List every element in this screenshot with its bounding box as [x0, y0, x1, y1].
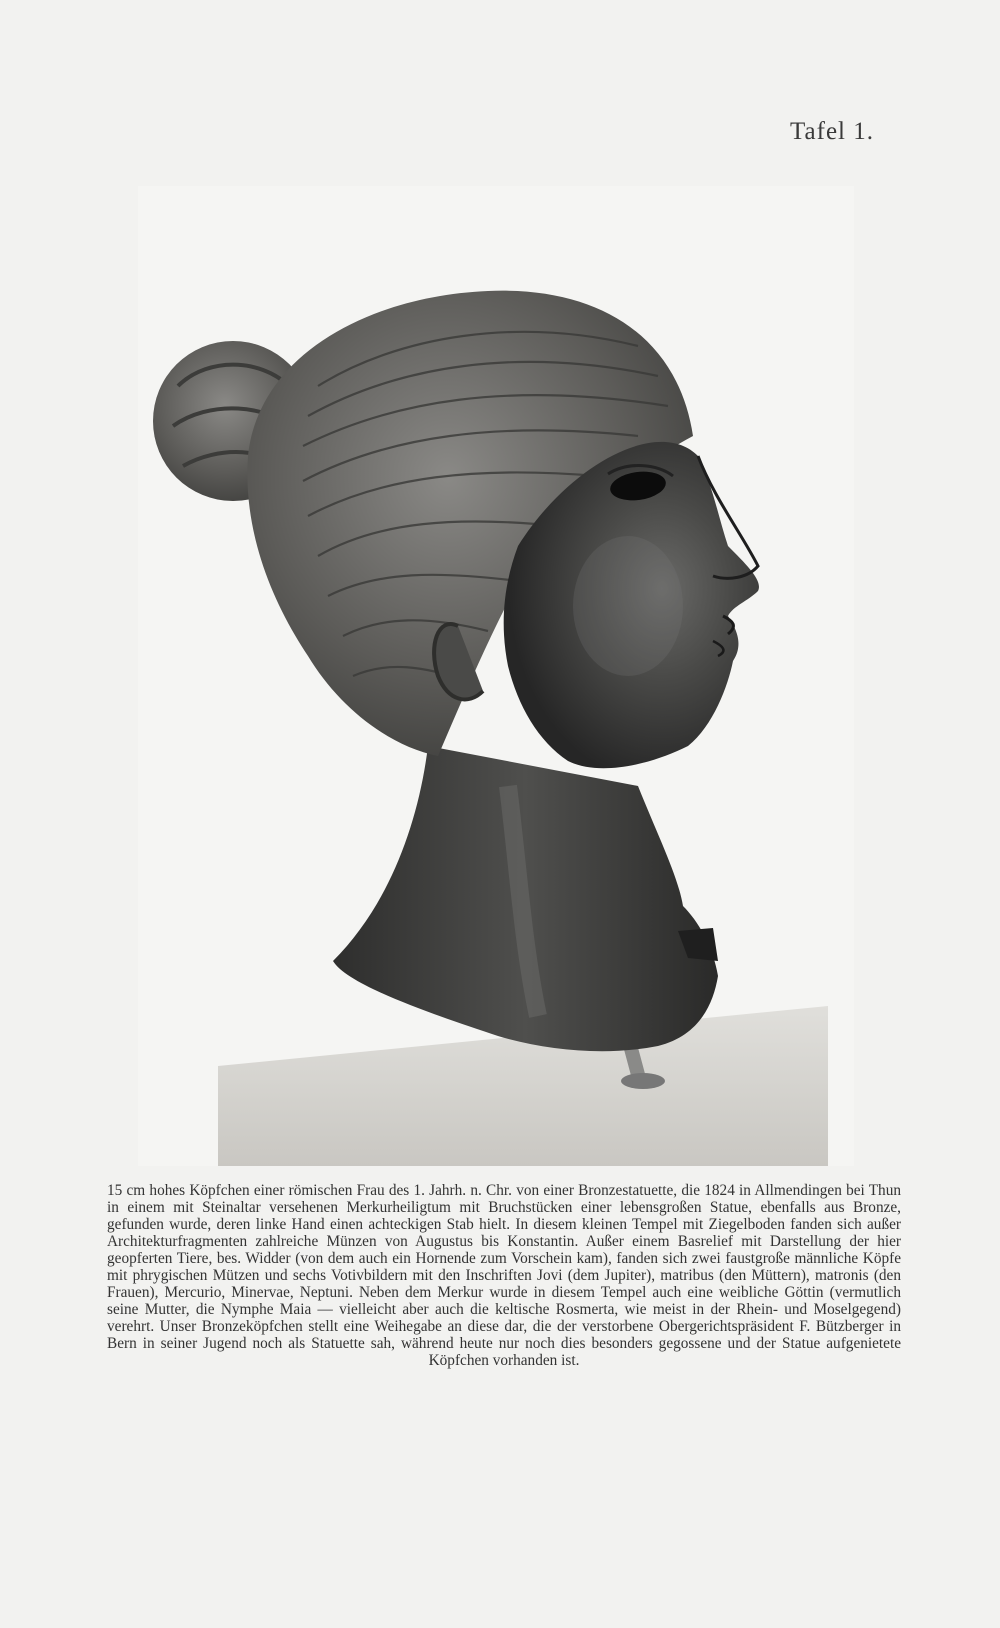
plate-caption: 15 cm hohes Köpfchen einer römischen Frau des 1. Jahrh. n. Chr. von einer Bronzestatuette, die 1824 in Allmendingen bei Thun in einem mit Steinaltar versehenen Merkurheiligtum mit Bruchstücken einer lebensgroßen Statue, ebenfalls aus Bronze, gefunden wurde, deren linke Hand einen achteckigen Stab hielt. In diesem kleinen Tempel mit Ziegelboden fanden sich außer Architekturfragmenten zahlreiche Münzen von Augustus bis Konstantin. Außer einem Basrelief mit Darstellung der hier geopferten Tiere, bes. Widder (von dem auch ein Hornende zum Vorschein kam), fanden sich zwei faustgroße männliche Köpfe mit phrygischen Mützen und sechs Votivbildern mit den Inschriften Jovi (dem Jupiter), matribus (den Müttern), matronis (den Frauen), Mercurio, Minervae, Neptuni. Neben dem Merkur wurde in diesem Tempel auch eine weibliche Göttin (vermutlich seine Mutter, die Nymphe Maia — vielleicht aber auch die keltische Rosmerta, wie meist in der Rhein- und Moselgegend) verehrt. Unser Bronzeköpfchen stellt eine Weihegabe an diese dar, die der verstorbene Obergerichtspräsident F. Bützberger in Bern in seiner Jugend noch als Statuette sah, während heute nur noch dies besonders gegossene und der Statue aufgenietete Köpfchen vorhanden ist. [107, 1182, 901, 1369]
bronze-head-photo [138, 186, 854, 1166]
plate-label: Tafel 1. [790, 118, 874, 145]
